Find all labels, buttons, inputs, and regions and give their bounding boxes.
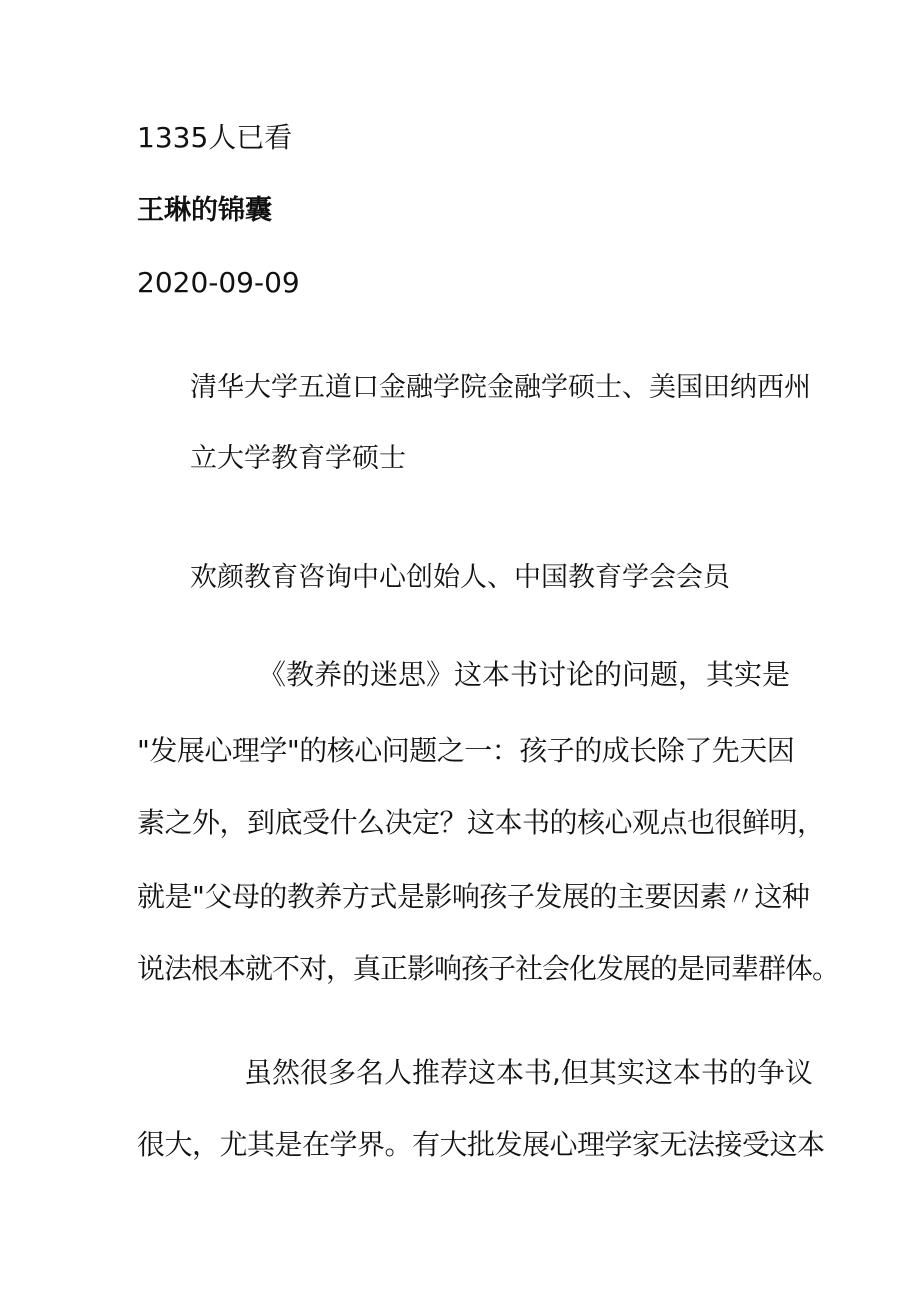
paragraph1-line-4: 就是"父母的教养方式是影响孩子发展的主要因素〃这种 (137, 880, 810, 913)
bio-line-2: 立大学教育学硕士 (190, 443, 406, 474)
paragraph2-line-2: 很大，尤其是在学界。有大批发展心理学家无法接受这本 (137, 1128, 825, 1161)
paragraph1-line-5: 说法根本就不对，真正影响孩子社会化发展的是同辈群体。 (137, 952, 840, 985)
paragraph2-line-1: 虽然很多名人推荐这本书,但其实这本书的争议 (244, 1056, 813, 1089)
view-count: 1335人已看 (137, 121, 293, 154)
paragraph1-line-2: "发展心理学"的核心问题之一：孩子的成长除了先天因 (137, 734, 795, 767)
bio-line-3: 欢颜教育咨询中心创始人、中国教育学会会员 (190, 562, 730, 593)
author-name: 王琳的锦囊 (137, 195, 272, 226)
paragraph1-line-1: 《教养的迷思》这本书讨论的问题，其实是 (258, 658, 791, 691)
bio-line-1: 清华大学五道口金融学院金融学硕士、美国田纳西州 (190, 372, 811, 403)
publish-date: 2020-09-09 (137, 266, 300, 299)
paragraph1-line-3: 素之外，到底受什么决定？这本书的核心观点也很鲜明， (137, 806, 825, 839)
